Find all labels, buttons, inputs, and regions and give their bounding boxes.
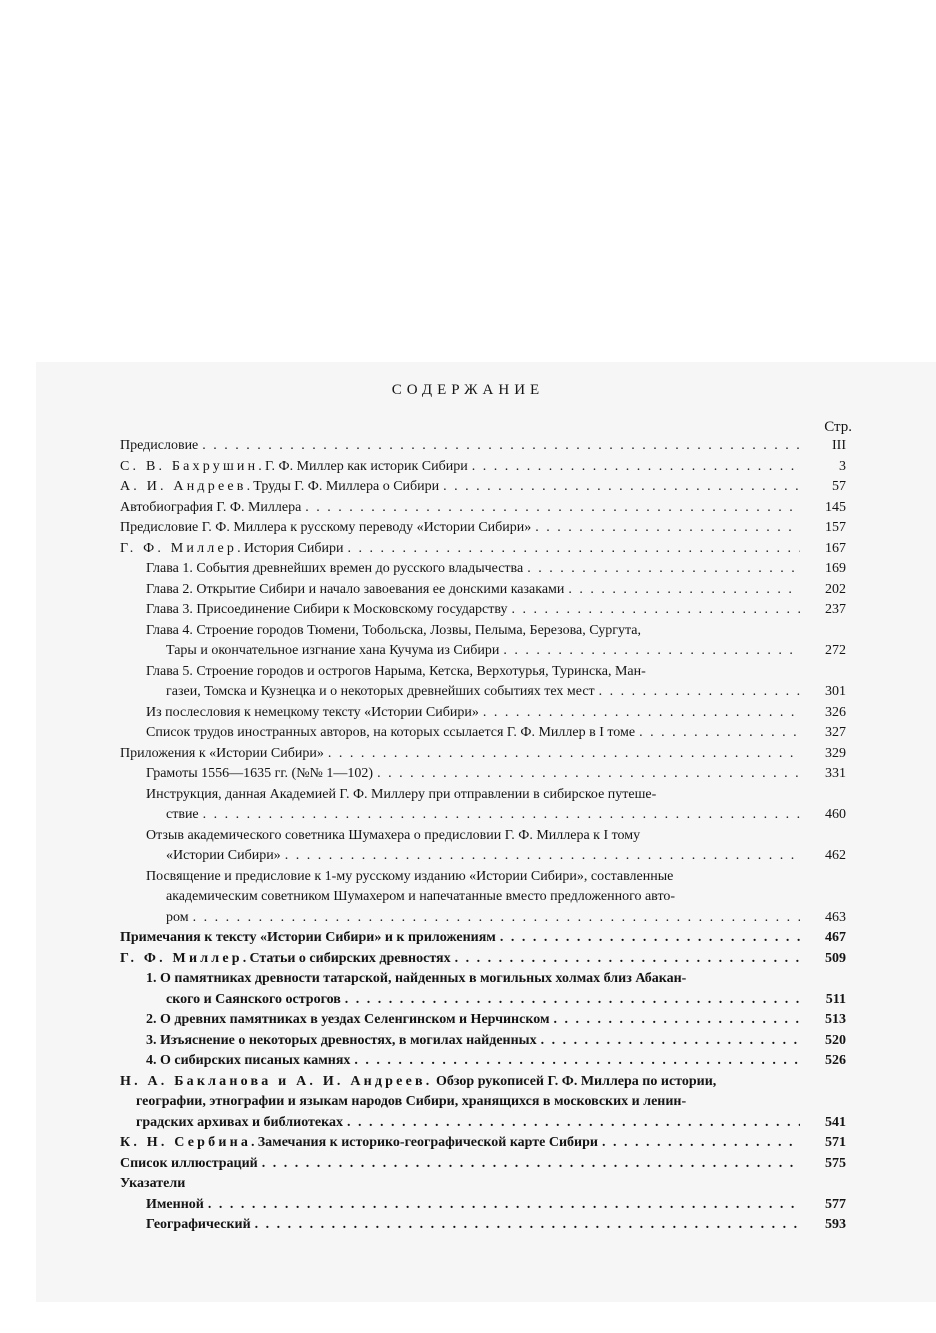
toc-entry	[0, 1215, 846, 1236]
toc-entry-text: Предисловие Г. Ф. Миллера к русскому переводу «Истории Сибири»	[120, 520, 532, 535]
toc-entry	[0, 1195, 846, 1216]
toc-entry-line	[146, 1215, 800, 1236]
toc-entry-text: Г. Ф. Миллер как историк Сибири	[265, 458, 468, 474]
toc-entry	[0, 436, 846, 457]
leader-dots	[347, 539, 800, 560]
toc-page-number: 541	[825, 1114, 846, 1130]
toc-entry-line	[120, 498, 800, 519]
toc-entry-text: Глава 3. Присоединение Сибири к Московскому государству	[146, 602, 508, 617]
toc-page-number: 467	[825, 930, 846, 945]
toc-entry-line	[146, 826, 800, 847]
toc-page-number: 169	[825, 561, 846, 576]
toc-entry-line	[120, 928, 800, 949]
toc-page-number: 331	[825, 766, 846, 781]
toc-entry-line	[166, 990, 800, 1011]
toc-entry-line	[146, 621, 800, 642]
toc-entry	[0, 723, 846, 744]
leader-dots	[512, 600, 800, 621]
toc-author: А. И. Андреев.	[120, 479, 254, 494]
toc-entry-line	[146, 1031, 800, 1052]
toc-entry-text: Глава 2. Открытие Сибири и начало завоевания ее донскими казаками	[146, 581, 565, 597]
leader-dots	[554, 1010, 801, 1031]
toc-entry-line	[120, 457, 800, 478]
toc-page-number: 513	[825, 1012, 846, 1027]
toc-entry	[0, 867, 846, 929]
toc-entry-text: Географический	[146, 1217, 251, 1232]
toc-page-number: 301	[825, 684, 846, 699]
leader-dots	[262, 1154, 800, 1175]
toc-author: С. В. Бахрушин.	[120, 458, 266, 474]
toc-entry-text: Глава 4. Строение городов Тюмени, Тобольска, Лозвы, Пелыма, Березова, Сургута,	[146, 622, 641, 638]
toc-entry	[0, 662, 846, 703]
toc-entry-text: Глава 5. Строение городов и острогов Нарыма, Кетска, Верхотурья, Туринска, Ман-	[146, 663, 646, 679]
toc-entry-text: Указатели	[120, 1176, 186, 1191]
table-of-contents	[0, 436, 936, 1236]
toc-entry	[0, 539, 846, 560]
toc-entry-text: Инструкция, данная Академией Г. Ф. Миллеру при отправлении в сибирское путеше-	[146, 786, 657, 802]
toc-entry	[0, 1051, 846, 1072]
toc-entry	[0, 703, 846, 724]
toc-entry	[0, 621, 846, 662]
toc-entry-text: ром	[166, 909, 189, 925]
toc-page-number: 272	[825, 643, 846, 658]
toc-entry-line	[146, 723, 800, 744]
leader-dots	[193, 908, 800, 929]
toc-entry	[0, 1154, 846, 1175]
toc-entry-text: ского и Саянского острогов	[166, 991, 341, 1007]
leader-dots	[541, 1031, 800, 1052]
toc-entry-line	[146, 764, 800, 785]
toc-entry	[0, 580, 846, 601]
toc-entry-line	[146, 1195, 800, 1216]
leader-dots	[347, 1113, 800, 1134]
leader-dots	[305, 498, 800, 519]
leader-dots	[535, 518, 800, 539]
toc-entry	[0, 949, 846, 970]
toc-page-number: 575	[825, 1155, 846, 1171]
toc-entry	[0, 600, 846, 621]
toc-entry-line	[146, 662, 800, 683]
toc-page-number: 57	[832, 479, 846, 494]
toc-entry-line	[120, 436, 800, 457]
toc-entry-text: Автобиография Г. Ф. Миллера	[120, 499, 302, 515]
toc-entry-line	[120, 1174, 800, 1195]
toc-entry	[0, 477, 846, 498]
toc-entry-text: Отзыв академического советника Шумахера о предисловии Г. Ф. Миллера к I тому	[146, 827, 641, 843]
toc-entry	[0, 826, 846, 867]
leader-dots	[568, 580, 800, 601]
leader-dots	[377, 764, 800, 785]
toc-entry-text: Статьи о сибирских древностях	[249, 950, 451, 966]
toc-entry-line	[166, 887, 800, 908]
toc-entry-line	[166, 641, 800, 662]
leader-dots	[202, 436, 800, 457]
toc-entry	[0, 457, 846, 478]
toc-entry-line	[120, 949, 800, 970]
toc-entry-line	[120, 1133, 800, 1154]
toc-entry	[0, 1010, 846, 1031]
toc-entry-text: Список трудов иностранных авторов, на которых ссылается Г. Ф. Миллер в I томе	[146, 725, 636, 740]
toc-page-number: 511	[825, 991, 846, 1007]
leader-dots	[639, 723, 800, 744]
toc-entry-line	[120, 1072, 800, 1093]
toc-entry-line	[120, 539, 800, 560]
toc-entry-line	[120, 744, 800, 765]
leader-dots	[599, 682, 800, 703]
toc-page-number: 571	[825, 1135, 846, 1150]
toc-entry	[0, 1072, 846, 1134]
toc-entry	[0, 518, 846, 539]
toc-entry-text: Тары и окончательное изгнание хана Кучума из Сибири	[166, 643, 500, 658]
toc-entry-text: «Истории Сибири»	[166, 848, 281, 863]
toc-entry-text: Замечания к историко-географической карте Сибири	[257, 1135, 598, 1150]
toc-page-number: 462	[825, 848, 846, 863]
toc-entry-line	[120, 518, 800, 539]
toc-entry-line	[146, 969, 800, 990]
toc-entry	[0, 1174, 800, 1195]
toc-entry-line	[136, 1092, 800, 1113]
toc-entry	[0, 559, 846, 580]
leader-dots	[255, 1215, 800, 1236]
toc-page-number: 237	[825, 602, 846, 617]
leader-dots	[602, 1133, 800, 1154]
toc-page-number: 145	[825, 499, 846, 515]
toc-entry-line	[166, 805, 800, 826]
toc-entry-line	[146, 600, 800, 621]
toc-page-number: 593	[825, 1217, 846, 1232]
toc-entry-text: Труды Г. Ф. Миллера о Сибири	[253, 479, 440, 494]
toc-entry-text: 3. Изъяснение о некоторых древностях, в могилах найденных	[146, 1032, 537, 1048]
toc-page-number: III	[832, 438, 846, 453]
toc-entry-text: Список иллюстраций	[120, 1155, 258, 1171]
toc-entry	[0, 498, 846, 519]
page-column-label: Стр.	[824, 419, 852, 435]
toc-entry-line	[146, 703, 800, 724]
toc-entry-text: градских архивах и библиотеках	[136, 1114, 343, 1130]
toc-entry	[0, 1031, 846, 1052]
toc-page-number: 520	[825, 1032, 846, 1048]
toc-author: Н. А. Бакланова и А. И. Андреев.	[120, 1073, 433, 1089]
toc-entry-line	[146, 1010, 800, 1031]
leader-dots	[203, 805, 800, 826]
page-title: СОДЕРЖАНИЕ	[391, 382, 545, 398]
toc-entry-text: Из послесловия к немецкому тексту «Истории Сибири»	[146, 704, 479, 720]
toc-entry-line	[146, 1051, 800, 1072]
leader-dots	[208, 1195, 800, 1216]
toc-entry-line	[166, 846, 800, 867]
toc-entry-text: академическим советником Шумахером и напечатанные вместо предложенного авто-	[166, 889, 676, 904]
toc-entry-line	[146, 785, 800, 806]
toc-entry-text: географии, этнографии и языкам народов Сибири, хранящихся в московских и ленин-	[136, 1094, 687, 1109]
toc-entry-text: Глава 1. События древнейших времен до русского владычества	[146, 561, 524, 576]
toc-page-number: 327	[825, 725, 846, 740]
toc-author: К. Н. Сербина.	[120, 1135, 258, 1150]
leader-dots	[345, 990, 800, 1011]
toc-entry-line	[166, 908, 800, 929]
leader-dots	[503, 641, 800, 662]
leader-dots	[527, 559, 800, 580]
toc-entry-text: Грамоты 1556—1635 гг. (№№ 1—102)	[146, 766, 374, 781]
toc-page-number: 577	[825, 1196, 846, 1212]
leader-dots	[472, 457, 800, 478]
toc-entry	[0, 764, 846, 785]
leader-dots	[455, 949, 800, 970]
toc-entry	[0, 969, 846, 1010]
toc-page-number: 202	[825, 581, 846, 597]
toc-entry-line	[120, 477, 800, 498]
toc-page-number: 167	[825, 540, 846, 556]
toc-author: Г. Ф. Миллер.	[120, 950, 250, 966]
toc-entry-line	[146, 559, 800, 580]
toc-page-number: 463	[825, 909, 846, 925]
toc-entry-line	[146, 867, 800, 888]
toc-entry-text: 1. О памятниках древности татарской, найденных в могильных холмах близ Абакан-	[146, 971, 687, 986]
toc-entry-text: История Сибири	[243, 540, 344, 556]
leader-dots	[328, 744, 800, 765]
toc-entry-line	[136, 1113, 800, 1134]
toc-entry-text: 4. О сибирских писаных камнях	[146, 1053, 351, 1068]
toc-entry-text: Обзор рукописей Г. Ф. Миллера по истории,	[432, 1073, 717, 1089]
toc-entry-line	[146, 580, 800, 601]
toc-entry	[0, 1133, 846, 1154]
toc-page-number: 3	[839, 458, 846, 474]
toc-entry-text: газеи, Томска и Кузнецка и о некоторых древнейших событиях тех мест	[166, 684, 595, 699]
toc-entry-line	[120, 1154, 800, 1175]
toc-entry-text: 2. О древних памятниках в уездах Селенгинском и Нерчинском	[146, 1012, 550, 1027]
leader-dots	[500, 928, 800, 949]
toc-entry	[0, 928, 846, 949]
toc-page-number: 157	[825, 520, 846, 535]
toc-page-number: 509	[825, 950, 846, 966]
toc-entry-line	[166, 682, 800, 703]
toc-entry	[0, 744, 846, 765]
leader-dots	[285, 846, 800, 867]
leader-dots	[354, 1051, 800, 1072]
toc-entry-text: Именной	[146, 1196, 204, 1212]
toc-page-number: 526	[825, 1053, 846, 1068]
toc-entry-text: ствие	[166, 807, 199, 822]
toc-entry	[0, 785, 846, 826]
leader-dots	[483, 703, 800, 724]
toc-page-number: 329	[825, 745, 846, 761]
toc-entry-text: Предисловие	[120, 438, 199, 453]
toc-page-number: 460	[825, 807, 846, 822]
leader-dots	[443, 477, 800, 498]
toc-entry-text: Примечания к тексту «Истории Сибири» и к приложениям	[120, 930, 496, 945]
toc-entry-text: Посвящение и предисловие к 1-му русскому изданию «Истории Сибири», составленные	[146, 868, 674, 884]
toc-author: Г. Ф. Миллер.	[120, 540, 244, 556]
toc-entry-text: Приложения к «Истории Сибири»	[120, 745, 324, 761]
toc-page-number: 326	[825, 704, 846, 720]
